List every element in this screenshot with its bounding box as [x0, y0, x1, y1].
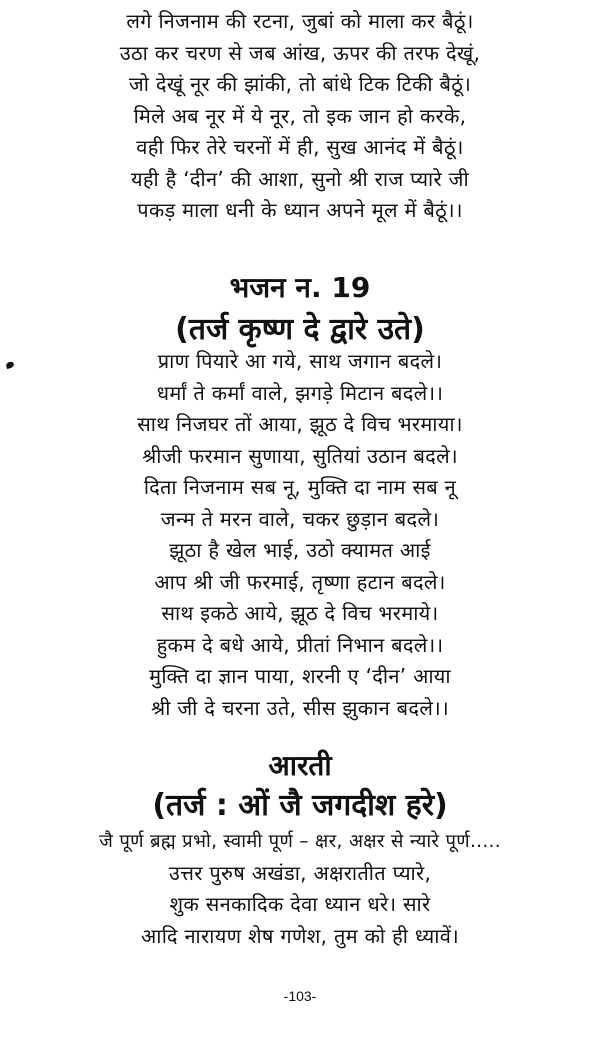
verse-line: झूठा है खेल भाई, उठो क्यामत आई: [169, 538, 431, 562]
verse-line: जो देखूं नूर की झांकी, तो बांधे टिक टिकी बैठूं।: [128, 72, 472, 96]
verse-line: हुकम दे बधे आये, प्रीतां निभान बदले।।: [156, 632, 444, 657]
verse-line: यही है ‘दीन’ की आशा, सुनो श्री राज प्यारे जी: [130, 166, 469, 191]
verse-line: श्री जी दे चरना उते, सीस झुकान बदले।।: [151, 695, 449, 720]
verse-line: शुक सनकादिक देवा ध्यान धरे। सारे: [169, 892, 431, 916]
verse-line: जै पूर्ण ब्रह्म प्रभो, स्वामी पूर्ण – क्षर, अक्षर से न्यारे पूर्ण.....: [99, 831, 501, 852]
verse-line: प्राण पियारे आ गये, साथ जगान बदले।: [157, 349, 443, 373]
verse-line: उत्तर पुरुष अखंडा, अक्षरातीत प्यारे,: [168, 860, 432, 885]
verse-line: आदि नारायण शेष गणेश, तुम को ही ध्यावें।: [140, 923, 460, 948]
bhajan-19-verses: [0, 346, 600, 724]
aarti-title: आरती: [268, 749, 332, 782]
verse-line: जन्म ते मरन वाले, चकर छुड़ान बदले।: [160, 506, 440, 531]
verse-line: मिले अब नूर में ये नूर, तो इक जान हो करके,: [133, 103, 467, 128]
verse-line: साथ इकठे आये, झूठ दे विच भरमाये।: [161, 601, 439, 625]
aarti-tune: (तर्ज : ओं जै जगदीश हरे): [152, 788, 448, 823]
verse-line: लगे निजनाम की रटना, जुबां को माला कर बैठूं।: [126, 9, 474, 33]
bhajan-19-tune: (तर्ज कृष्ण दे द्वारे उते): [175, 312, 425, 347]
verse-line: मुक्ति दा ज्ञान पाया, शरनी ए ‘दीन’ आया: [149, 664, 451, 688]
verse-line: पकड़ माला धनी के ध्यान अपने मूल में बैठूं।।: [137, 198, 463, 222]
verse-line: वही फिर तेरे चरनों में ही, सुख आनंद में बैठूं।: [136, 135, 464, 159]
verse-line: दिता निजनाम सब नू, मुक्ति दा नाम सब नू: [143, 475, 457, 499]
bhajan-18-ending: [0, 6, 600, 227]
verse-line: आप श्री जी फरमाई, तृष्णा हटान बदले।: [154, 569, 446, 594]
bhajan-19-title: भजन न. 19: [229, 271, 371, 304]
verse-line: उठा कर चरण से जब आंख, ऊपर की तरफ देखूं,: [119, 40, 481, 65]
page-number: -103-: [283, 988, 317, 1004]
verse-line: साथ निजघर तों आया, झूठ दे विच भरमाया।: [137, 412, 463, 436]
aarti-verses: [0, 826, 600, 952]
verse-line: श्रीजी फरमान सुणाया, सुतियां उठान बदले।: [142, 443, 458, 468]
verse-line: धर्मां ते कर्मां वाले, झगड़े मिटान बदले।।: [156, 380, 444, 405]
